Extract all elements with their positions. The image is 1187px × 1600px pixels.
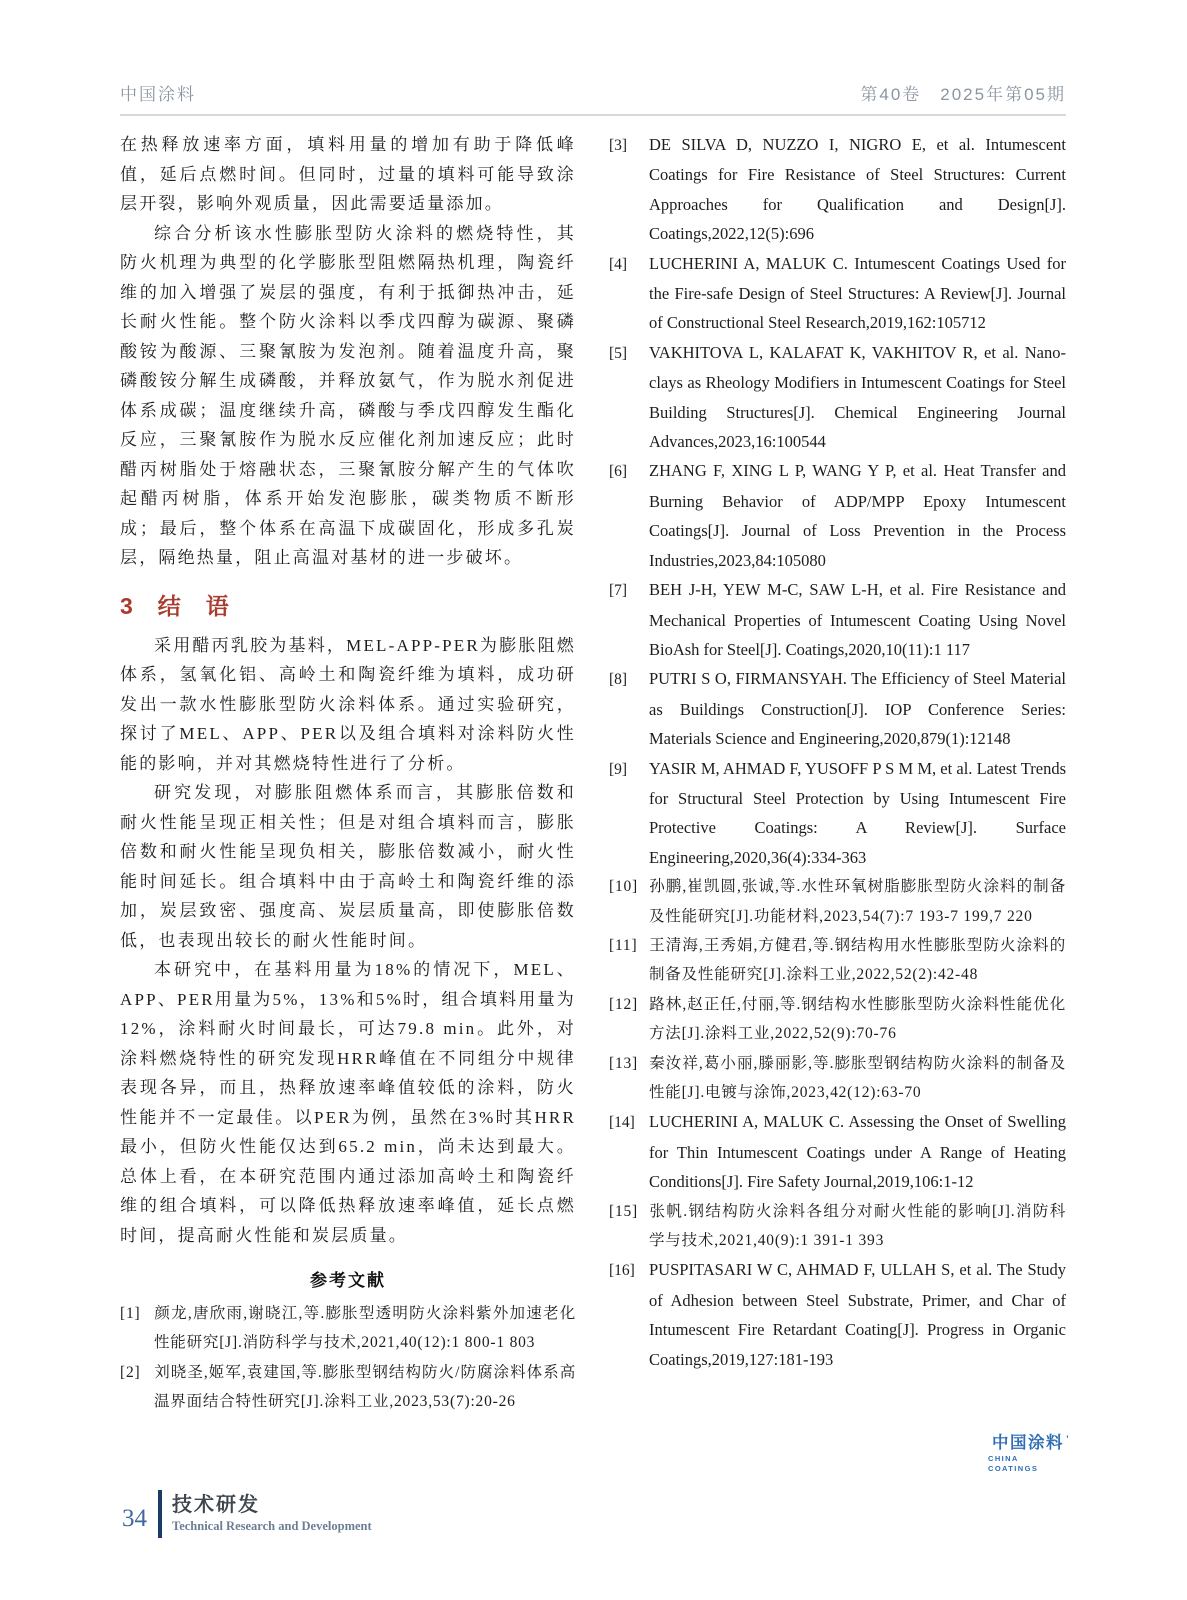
body-paragraph: 研究发现，对膨胀阻燃体系而言，其膨胀倍数和耐火性能呈现正相关性；但是对组合填料而言，膨胀倍数和耐火性能呈现负相关，膨胀倍数减小，耐火性能时间延长。组合填料中由于高岭土和陶瓷纤维的添加，炭层致密、强度高、炭层质量高，即使膨胀倍数低，也表现出较长的耐火性能时间。 (120, 783, 576, 950)
page-header (120, 80, 1066, 116)
reference-item (609, 130, 1066, 249)
references-title: 参考文献 (310, 1271, 386, 1290)
reference-number: [1] (120, 1305, 141, 1322)
reference-text: VAKHITOVA L, KALAFAT K, VAKHITOV R, et al. Nano-clays as Rheology Modifiers in Intumescent Coatings for Steel Building Structures[J]. Chemical Engineering Journal Advances,2023,16:100544 (649, 342, 1066, 452)
right-column (609, 130, 1066, 1374)
reference-item (609, 664, 1066, 753)
body-paragraph: 采用醋丙乳胶为基料，MEL-APP-PER为膨胀阻燃体系，氢氧化铝、高岭土和陶瓷纤维为填料，成功研发出一款水性膨胀型防火涂料体系。通过实验研究，探讨了MEL、APP、PER以及组合填料对涂料防火性能的影响，并对其燃烧特性进行了分析。 (120, 635, 576, 773)
reference-text: 刘晓圣,姬军,袁建国,等.膨胀型钢结构防火/防腐涂料体系高温界面结合特性研究[J].涂料工业,2023,53(7):20-26 (154, 1363, 576, 1411)
reference-item (609, 872, 1066, 931)
reference-number: [7] (609, 582, 628, 600)
reference-item (609, 1049, 1066, 1108)
reference-number: [4] (609, 255, 628, 273)
reference-item (609, 249, 1066, 338)
brand-logo-cn: 中国涂料 ' (992, 1434, 1064, 1452)
reference-item (609, 1197, 1066, 1256)
reference-item (609, 338, 1066, 457)
reference-number: [8] (609, 671, 628, 689)
reference-item (609, 990, 1066, 1049)
reference-number: [3] (609, 137, 628, 154)
reference-item (609, 1107, 1066, 1196)
reference-text: DE SILVA D, NUZZO I, NIGRO E, et al. Intumescent Coatings for Fire Resistance of Steel Structures: Current Approaches for Qualification and Design[J]. Coatings,2022,12(5):696 (649, 135, 1066, 244)
reference-text: YASIR M, AHMAD F, YUSOFF P S M M, et al. Latest Trends for Structural Steel Protection by Using Intumescent Fire Protective Coatings: A Review[J]. Surface Engineering,2020,36(4):334-363 (649, 758, 1066, 867)
reference-item (609, 575, 1066, 664)
column-section-title: 技术研发 (172, 1494, 260, 1516)
column-section-subtitle: Technical Research and Development (172, 1519, 372, 1533)
reference-number: [10] (609, 878, 639, 896)
reference-number: [14] (609, 1114, 635, 1132)
reference-text: PUTRI S O, FIRMANSYAH. The Efficiency of Steel Material as Buildings Construction[J]. IOP Conference Series: Materials Science and Engineering,2020,879(1):12148 (649, 669, 1066, 749)
reference-number: [15] (609, 1202, 639, 1220)
reference-number: [16] (609, 1262, 635, 1280)
reference-text: 孙鹏,崔凯圆,张诚,等.水性环氧树脂膨胀型防火涂料的制备及性能研究[J].功能材料,2023,54(7):7 193-7 199,7 220 (649, 878, 1066, 925)
issue-info: 第40卷 2025年第05期 (860, 85, 1066, 104)
reference-item (120, 1358, 576, 1417)
page-number: 34 (122, 1505, 147, 1532)
page-footer (122, 1490, 372, 1538)
reference-text: 颜龙,唐欣雨,谢晓江,等.膨胀型透明防火涂料紫外加速老化性能研究[J].消防科学与技术,2021,40(12):1 800-1 803 (154, 1305, 576, 1352)
reference-text: 秦汝祥,葛小丽,滕丽影,等.膨胀型钢结构防火涂料的制备及性能[J].电镀与涂饰,2023,42(12):63-70 (649, 1054, 1066, 1101)
reference-text: LUCHERINI A, MALUK C. Intumescent Coatings Used for the Fire-safe Design of Steel Structures: A Review[J]. Journal of Constructional Steel Research,2019,162:105712 (649, 253, 1066, 333)
reference-number: [6] (609, 463, 628, 481)
reference-item (609, 1255, 1066, 1374)
reference-text: LUCHERINI A, MALUK C. Assessing the Onset of Swelling for Thin Intumescent Coatings under A Range of Heating Conditions[J]. Fire Safety Journal,2019,106:1-12 (649, 1112, 1066, 1192)
reference-item (609, 456, 1066, 575)
reference-text: PUSPITASARI W C, AHMAD F, ULLAH S, et al. The Study of Adhesion between Steel Substrate, Primer, and Char of Intumescent Fire Retardant Coating[J]. Progress in Organic Coatings,2019,127:181-193 (649, 1260, 1066, 1369)
reference-number: [11] (609, 936, 638, 954)
reference-item (609, 754, 1066, 873)
brand-logo-en: CHINA COATINGS (988, 1454, 1039, 1473)
brand-logo (988, 1434, 1068, 1474)
reference-item (120, 1299, 576, 1358)
reference-number: [13] (609, 1054, 639, 1072)
reference-item (609, 931, 1066, 990)
body-paragraph: 在热释放速率方面，填料用量的增加有助于降低峰值，延后点燃时间。但同时，过量的填料可能导致涂层开裂，影响外观质量，因此需要适量添加。 (120, 135, 576, 213)
body-paragraph: 本研究中，在基料用量为18%的情况下，MEL、APP、PER用量为5%，13%和5%时，组合填料用量为12%，涂料耐火时间最长，可达79.8 min。此外，对涂料燃烧特性的研究发现HRR峰值在不同组分中规律表现各异，而且，热释放速率峰值较低的涂料，防火性能并不一定最佳。以PER为例，虽然在3%时其HRR最小，但防火性能仅达到65.2 min，尚未达到最大。总体上看，在本研究范围内通过添加高岭土和陶瓷纤维的组合填料，可以降低热释放速率峰值，延长点燃时间，提高耐火性能和炭层质量。 (120, 960, 576, 1245)
body-paragraph: 综合分析该水性膨胀型防火涂料的燃烧特性，其防火机理为典型的化学膨胀型阻燃隔热机理，陶瓷纤维的加入增强了炭层的强度，有利于抵御热冲击，延长耐火性能。整个防火涂料以季戊四醇为碳源、聚磷酸铵为酸源、三聚氰胺为发泡剂。随着温度升高，聚磷酸铵分解生成磷酸，并释放氨气，作为脱水剂促进体系成碳；温度继续升高，磷酸与季戊四醇发生酯化反应，三聚氰胺作为脱水反应催化剂加速反应；此时醋丙树脂处于熔融状态，三聚氰胺分解产生的气体吹起醋丙树脂，体系开始发泡膨胀，碳类物质不断形成；最后，整个体系在高温下成碳固化，形成多孔炭层，隔绝热量，阻止高温对基材的进一步破坏。 (120, 223, 576, 567)
reference-text: 张帆.钢结构防火涂料各组分对耐火性能的影响[J].消防科学与技术,2021,40(9):1 391-1 393 (649, 1202, 1066, 1250)
left-column (120, 130, 576, 1417)
section-heading-conclusion: 3 结 语 (120, 592, 230, 619)
reference-text: 王清海,王秀娟,方健君,等.钢结构用水性膨胀型防火涂料的制备及性能研究[J].涂料工业,2022,52(2):42-48 (649, 936, 1066, 984)
reference-number: [5] (609, 344, 628, 362)
reference-text: ZHANG F, XING L P, WANG Y P, et al. Heat Transfer and Burning Behavior of ADP/MPP Epoxy Intumescent Coatings[J]. Journal of Loss Prevention in the Process Industries,2023,84:105080 (649, 461, 1066, 570)
footer-divider (158, 1490, 162, 1538)
reference-number: [9] (609, 760, 628, 778)
reference-text: 路林,赵正任,付丽,等.钢结构水性膨胀型防火涂料性能优化方法[J].涂料工业,2022,52(9):70-76 (649, 995, 1066, 1043)
reference-text: BEH J-H, YEW M-C, SAW L-H, et al. Fire Resistance and Mechanical Properties of Intumescent Coating Using Novel BioAsh for Steel[J]. Coatings,2020,10(11):1 117 (649, 580, 1066, 659)
footer-section (172, 1493, 372, 1535)
reference-number: [2] (120, 1363, 141, 1381)
journal-name: 中国涂料 (120, 85, 196, 104)
reference-number: [12] (609, 995, 639, 1013)
